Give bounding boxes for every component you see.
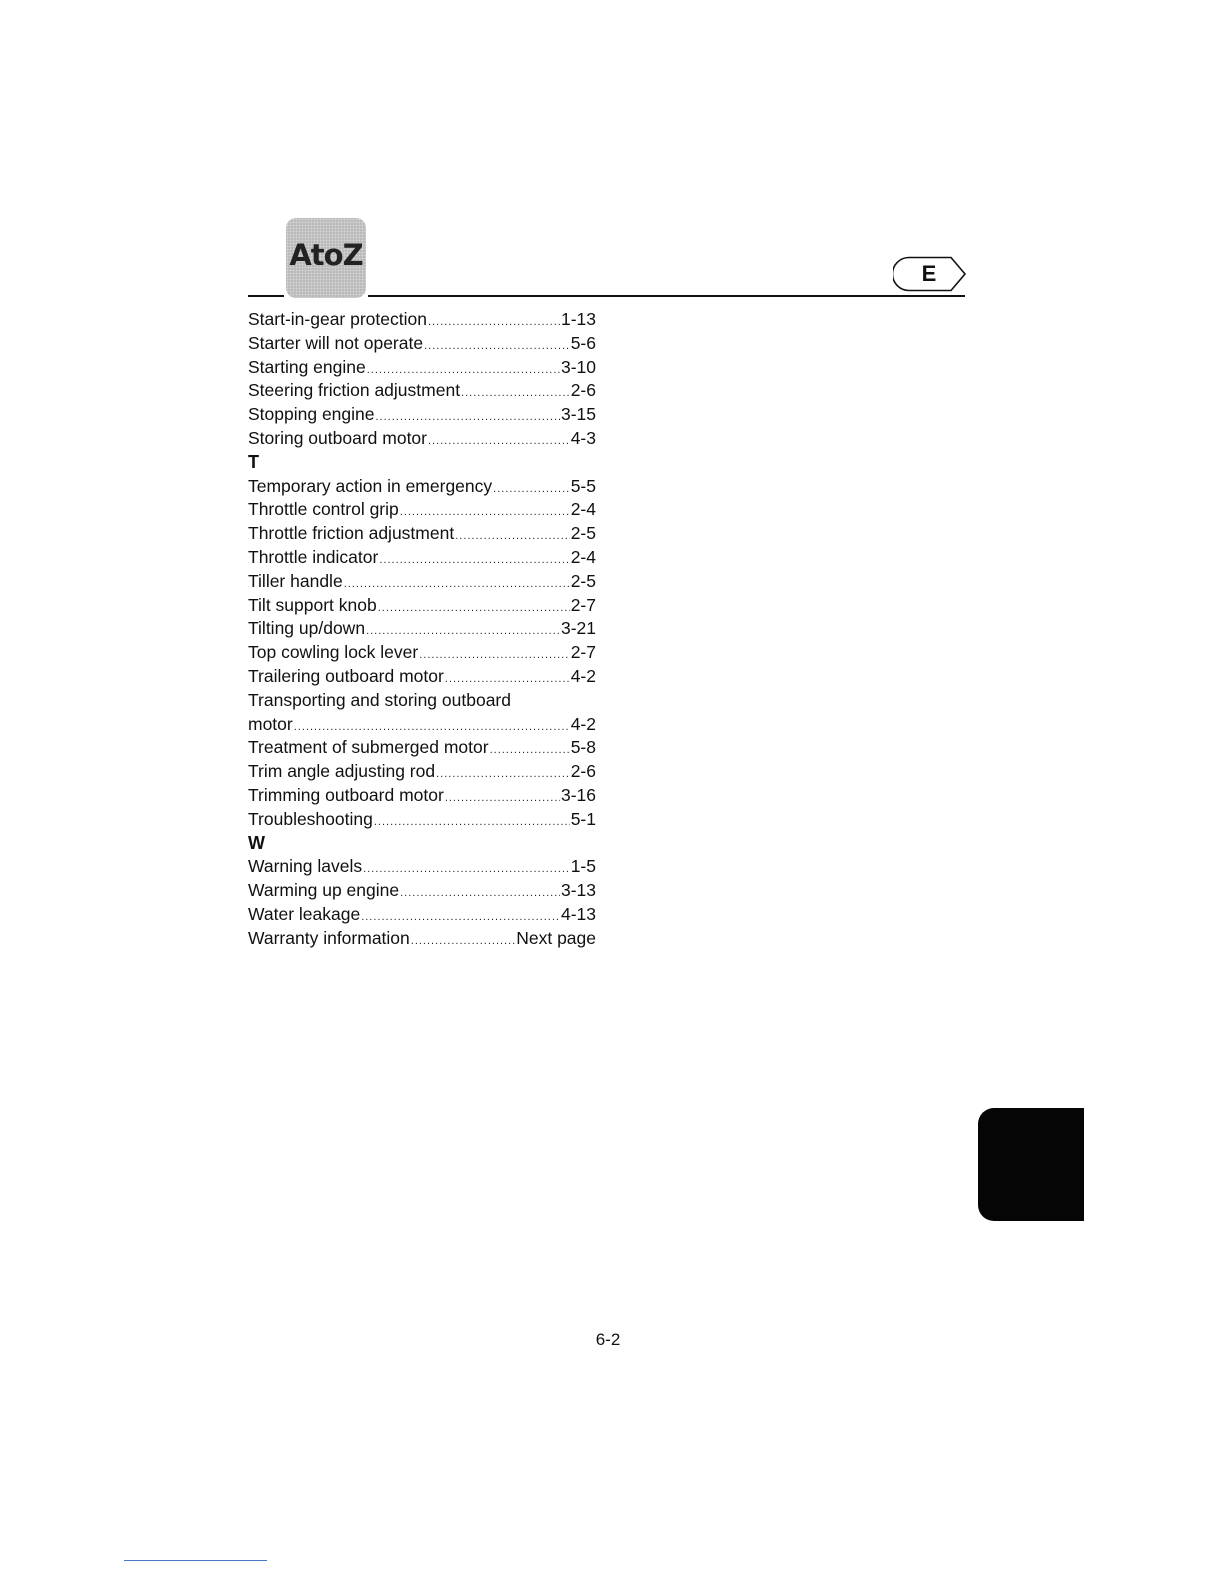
dot-leader: [411, 930, 515, 954]
index-entry-label: Start-in-gear protection: [248, 309, 427, 329]
index-entry-label: Tilt support knob: [248, 594, 377, 615]
index-entry-page: 2-7: [570, 594, 596, 615]
index-letter-heading: W: [248, 832, 265, 853]
page-number: 6-2: [595, 1330, 621, 1349]
dot-leader: [378, 597, 570, 621]
dot-leader: [379, 549, 569, 573]
index-entry-page: 2-4: [570, 499, 596, 520]
atoz-badge: [286, 218, 366, 298]
index-entry: [248, 855, 596, 879]
index-entry-page: 5-5: [570, 475, 596, 496]
index-entry: [248, 498, 596, 522]
dot-leader: [428, 430, 570, 454]
index-entry-label: Throttle friction adjustment: [248, 523, 455, 544]
index-entry-label: Throttle indicator: [248, 546, 379, 567]
index-entry-label: Tiller handle: [248, 570, 343, 591]
index-entry-page: 3-10: [560, 356, 596, 377]
index-entry-page: 2-4: [570, 546, 596, 567]
index-entry: [248, 546, 596, 570]
index-entry-page: 4-2: [570, 665, 596, 686]
index-entry-label: Trimming outboard motor: [248, 784, 444, 805]
index-entry: [248, 332, 596, 356]
dot-leader: [493, 478, 570, 502]
index-entry: [248, 665, 596, 689]
header-rule-right: [368, 295, 965, 297]
index-entry-page: 4-2: [570, 713, 596, 734]
index-entry: [248, 594, 596, 618]
index-entry-label: Water leakage: [248, 903, 361, 924]
index-entry-label: Temporary action in emergency: [248, 475, 493, 496]
index-entry: [248, 879, 596, 903]
index-entry-label: Starter will not operate: [248, 332, 424, 353]
index-entry-page: 1-5: [570, 856, 596, 877]
index-entry-label: Warming up engine: [248, 880, 400, 901]
index-entry-page: 1-13: [560, 309, 596, 329]
dot-leader: [445, 787, 560, 811]
index-entry: [248, 808, 596, 832]
index-entry-label: Trim angle adjusting rod: [248, 761, 436, 782]
dot-leader: [428, 311, 560, 335]
dot-leader: [490, 739, 570, 763]
index-entry-page: 2-6: [570, 380, 596, 401]
section-tab-marker: [978, 1108, 1084, 1221]
index-list: [248, 308, 596, 951]
index-entry-label: Treatment of submerged motor: [248, 737, 489, 758]
index-entry-label: motor: [248, 713, 293, 734]
dot-leader: [400, 882, 560, 906]
index-entry-label: Throttle control grip: [248, 499, 399, 520]
dot-leader: [424, 335, 570, 359]
index-entry-label: Storing outboard motor: [248, 427, 427, 448]
index-entry-label: Starting engine: [248, 356, 366, 377]
index-entry: [248, 522, 596, 546]
index-entry: [248, 617, 596, 641]
header-rule-left: [248, 295, 284, 297]
index-entry: [248, 356, 596, 380]
index-entry-page: 3-13: [560, 880, 596, 901]
index-entry: [248, 403, 596, 427]
index-entry-label: Transporting and storing outboard: [248, 689, 511, 710]
index-entry-page: 5-1: [570, 808, 596, 829]
dot-leader: [455, 525, 570, 549]
dot-leader: [374, 811, 570, 835]
index-entry: [248, 927, 596, 951]
index-entry-label: Troubleshooting: [248, 808, 373, 829]
index-entry: [248, 641, 596, 665]
index-entry: [248, 475, 596, 499]
index-entry-label: Tilting up/down: [248, 618, 366, 639]
index-entry: [248, 308, 596, 332]
index-entry-page: 4-3: [570, 427, 596, 448]
index-entry: [248, 427, 596, 451]
atoz-badge-label: AtoZ: [289, 238, 363, 272]
index-entry-label: Top cowling lock lever: [248, 642, 419, 663]
index-entry-page: 5-8: [570, 737, 596, 758]
language-code: E: [921, 261, 937, 286]
index-entry-label: Warranty information: [248, 927, 410, 948]
index-entry: [248, 736, 596, 760]
index-entry: [248, 760, 596, 784]
index-entry-page: 3-21: [560, 618, 596, 639]
index-entry-label: Steering friction adjustment: [248, 380, 461, 401]
bottom-rule: [124, 1560, 267, 1561]
index-entry: [248, 570, 596, 594]
dot-leader: [344, 573, 570, 597]
index-entry: [248, 784, 596, 808]
index-entry-page: 3-15: [560, 404, 596, 425]
index-entry-page: 2-5: [570, 570, 596, 591]
index-entry-label: Stopping engine: [248, 404, 375, 425]
index-entry-page: 2-6: [570, 761, 596, 782]
index-entry: [248, 379, 596, 403]
index-entry-page: 5-6: [570, 332, 596, 353]
index-entry-label: Warning lavels: [248, 856, 363, 877]
dot-leader: [461, 382, 570, 406]
index-letter-heading: T: [248, 451, 259, 472]
index-entry: [248, 713, 596, 737]
index-entry: [248, 903, 596, 927]
index-entry-page: 2-5: [570, 523, 596, 544]
dot-leader: [436, 763, 570, 787]
index-entry-page: 2-7: [570, 642, 596, 663]
index-entry-page: 4-13: [560, 903, 596, 924]
index-entry-page: 3-16: [560, 784, 596, 805]
index-entry-page: Next page: [516, 927, 596, 948]
index-entry-label: Trailering outboard motor: [248, 665, 444, 686]
